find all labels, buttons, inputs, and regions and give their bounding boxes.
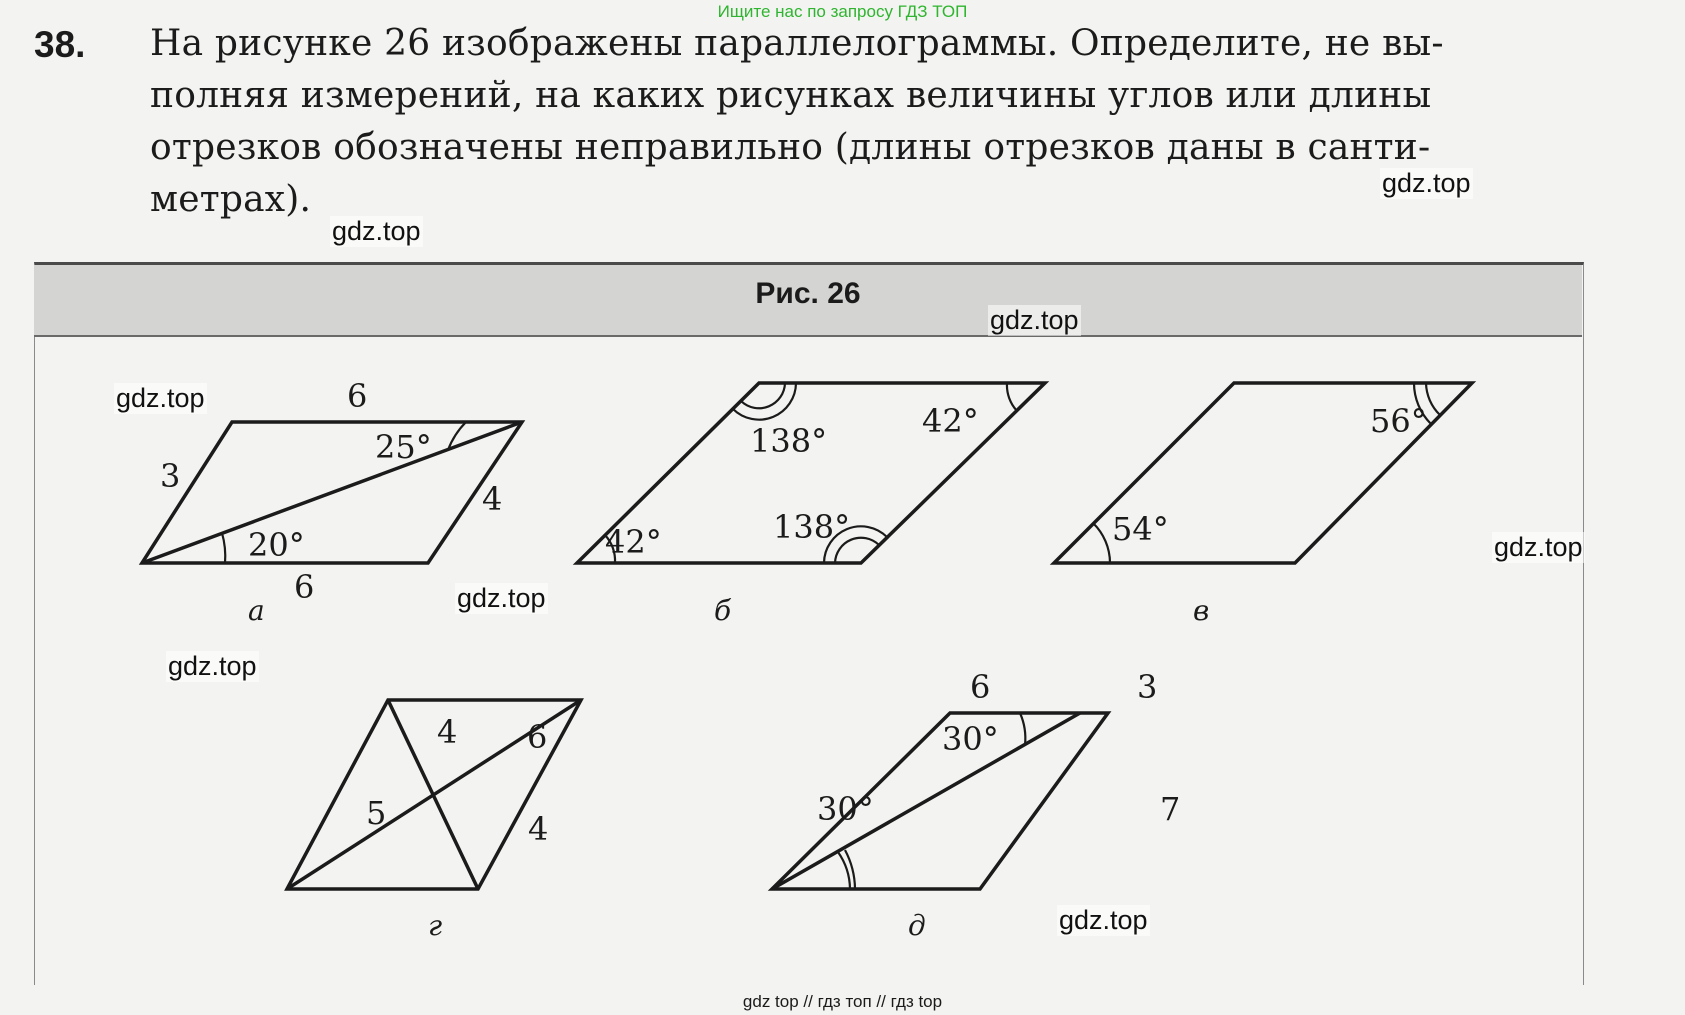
caption-v: в [1193,594,1210,627]
label-a-top-side: 6 [347,377,368,415]
label-d-top-segment: 6 [970,668,991,706]
label-b-top-right-angle: 42° [922,402,979,440]
problem-line: отрезков обозначены неправильно (длины отрезков даны в санти- [150,127,1431,168]
label-a-bottom-angle: 20° [248,526,305,564]
watermark: gdz.top [1059,905,1148,935]
bottom-banner[interactable]: gdz top // гдз топ // гдз top [742,992,943,1011]
angle-arc [1007,383,1017,411]
figure-title: Рис. 26 [755,277,861,310]
angle-arc [1093,523,1110,563]
parallelogram-b [577,383,1045,627]
label-d-top-angle: 30° [942,720,999,758]
label-a-left-side: 3 [160,457,181,495]
label-d-bottom-angle: 30° [817,790,874,828]
caption-d: д [908,909,926,942]
parallelogram-v [1054,383,1472,627]
caption-g: г [428,909,443,942]
label-g-segment: 4 [528,810,549,848]
watermark: gdz.top [457,583,546,613]
parallelogram-a-diagonal [142,422,522,563]
label-d-top-segment: 3 [1137,668,1158,706]
angle-arc [1426,383,1440,415]
label-b-top-left-angle: 138° [750,422,828,460]
watermark: gdz.top [332,216,421,246]
label-a-top-angle: 25° [375,428,432,466]
label-b-bottom-right-angle: 138° [773,508,851,546]
label-b-bottom-left-angle: 42° [605,523,662,561]
label-a-right-side: 4 [482,480,503,518]
parallelogram-g [287,700,581,942]
problem-line: метрах). [150,179,312,220]
problem-line: На рисунке 26 изображены параллелограммы. Определите, не вы- [150,23,1444,64]
problem-line: полняя измерений, на каких рисунках величины углов или длины [150,75,1432,116]
watermark: gdz.top [990,305,1079,335]
watermark: gdz.top [1382,168,1471,198]
label-d-right-side: 7 [1160,790,1181,828]
label-g-segment: 5 [366,794,387,832]
caption-a: а [248,594,265,627]
label-v-top-angle: 56° [1370,402,1427,440]
label-v-bottom-angle: 54° [1112,510,1169,548]
top-banner[interactable]: Ищите нас по запросу ГДЗ ТОП [717,2,968,21]
angle-arc [222,533,225,563]
label-a-bottom-side: 6 [294,568,315,606]
caption-b: б [714,594,732,627]
parallelogram-d [772,668,1180,942]
label-g-segment: 4 [437,713,458,751]
angle-arc [1020,713,1025,745]
watermark: gdz.top [116,383,205,413]
watermark: gdz.top [1494,532,1583,562]
problem-number: 38. [34,24,86,65]
label-g-segment: 6 [527,718,548,756]
watermark: gdz.top [168,651,257,681]
